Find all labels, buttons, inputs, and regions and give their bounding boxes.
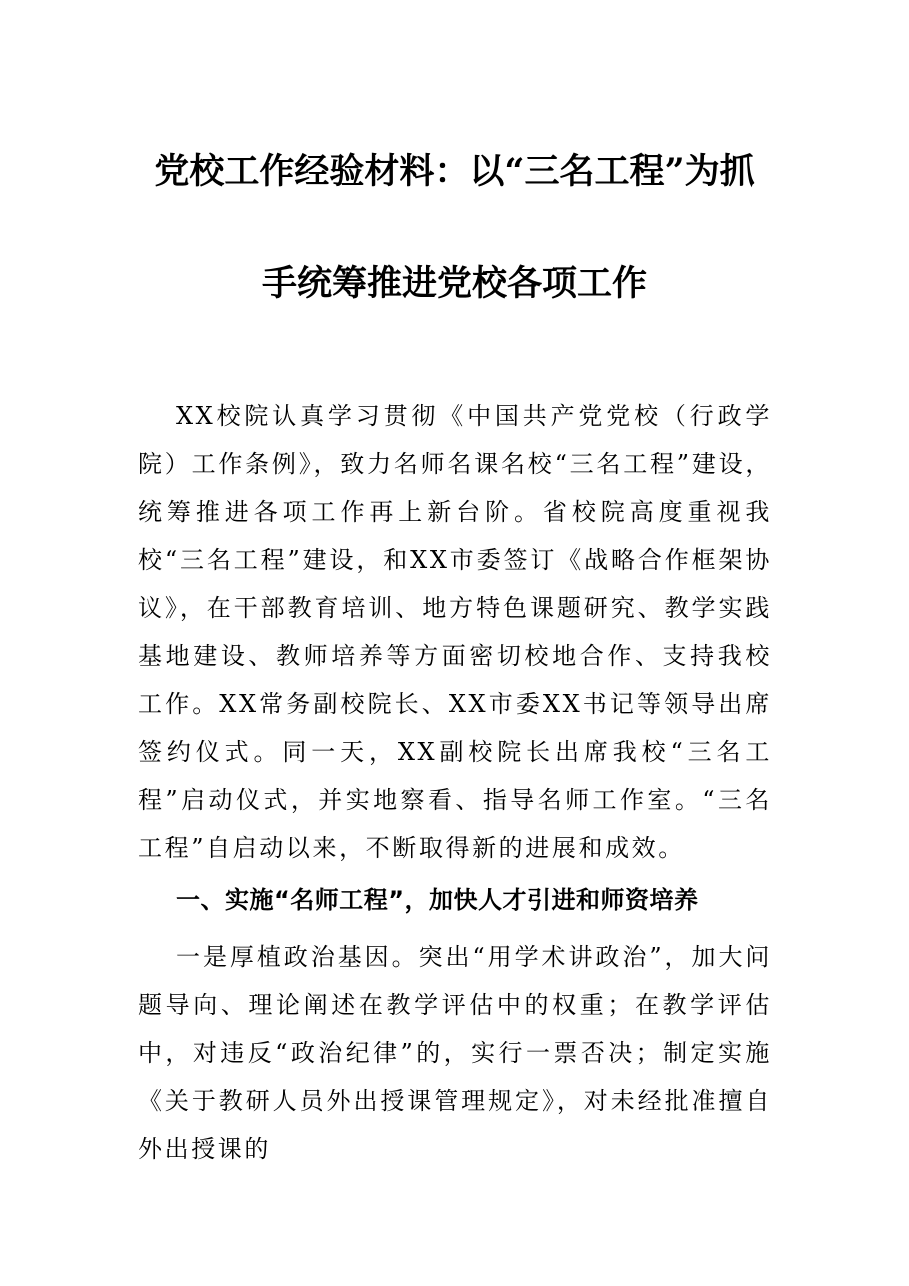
section-heading-1: 一、实施“名师工程”，加快人才引进和师资培养 bbox=[176, 886, 699, 914]
document-title-line-1: 党校工作经验材料：以“三名工程”为抓 bbox=[154, 151, 755, 192]
document-title-line-2: 手统筹推进党校各项工作 bbox=[261, 263, 647, 304]
intro-paragraph: XX校院认真学习贯彻《中国共产党党校（行政学院）工作条例》，致力名师名课名校“三名工程”建设，统筹推进各项工作再上新台阶。省校院高度重视我校“三名工程”建设，和XX市委签订《战略合作框架协议》，在干部教育培训、地方特色课题研究、教学实践基地建设、教师培养等方面密切校地合作、支持我校工作。XX常务副校院长、XX市委XX书记等领导出席签约仪式。同一天，XX副校院长出席我校“三名工程”启动仪式，并实地察看、指导名师工作室。“三名工程”自启动以来，不断取得新的进展和成效。 bbox=[138, 402, 772, 862]
section-1-paragraph: 一是厚植政治基因。突出“用学术讲政治”，加大问题导向、理论阐述在教学评估中的权重；在教学评估中，对违反“政治纪律”的，实行一票否决；制定实施《关于教研人员外出授课管理规定》，对未经批准擅自外出授课的 bbox=[138, 943, 772, 1163]
